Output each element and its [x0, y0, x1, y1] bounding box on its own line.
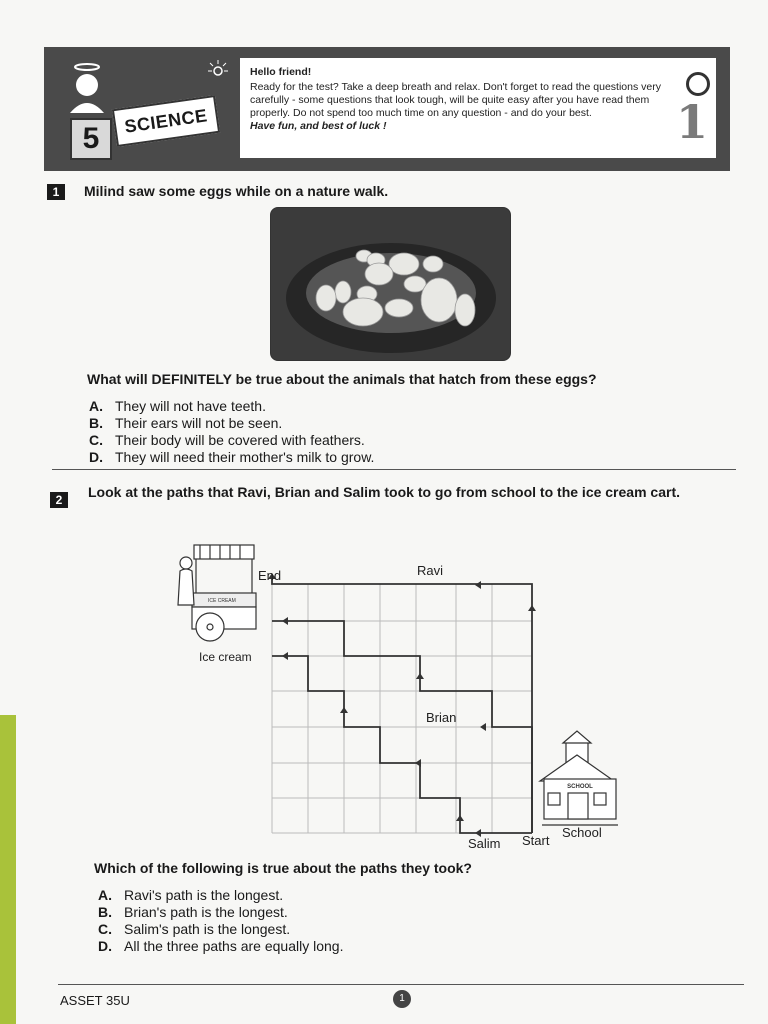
school-sign: SCHOOL: [567, 784, 593, 790]
start-label: Start: [522, 833, 550, 848]
message-text: Ready for the test? Take a deep breath and relax. Don't forget to read the questions very carefully - some questions that look tough, will be quite easy after you have read them properly. Do not spend too much time on any question - and do your best.: [250, 81, 661, 119]
cart-sign: ICE CREAM: [208, 598, 236, 604]
question-prompt: Look at the paths that Ravi, Brian and Salim took to go from school to the ice cream cart.: [88, 484, 680, 500]
question-number: 1: [47, 184, 65, 200]
option-c[interactable]: C. Their body will be covered with feathers.: [89, 432, 365, 448]
end-label: End: [258, 568, 282, 583]
sign-off: Have fun, and best of luck !: [250, 120, 387, 132]
option-b[interactable]: B. Brian's path is the longest.: [98, 904, 288, 920]
page-circle-icon: [686, 72, 710, 96]
answer-options: [89, 398, 689, 466]
lightbulb-icon: [205, 58, 231, 84]
option-b[interactable]: B. Their ears will not be seen.: [89, 415, 283, 431]
subject-name: SCIENCE: [112, 95, 220, 147]
subject-number: 5: [70, 118, 112, 160]
question-text: What will DEFINITELY be true about the animals that hatch from these eggs?: [87, 371, 597, 387]
path-grid-figure: [170, 535, 630, 855]
question-text: Which of the following is true about the paths they took?: [94, 860, 472, 876]
ice-cream-label: Ice cream: [199, 650, 252, 664]
side-color-strip: [0, 715, 16, 1024]
divider: [52, 469, 736, 470]
ice-cream-cart-icon: [178, 545, 256, 641]
question-number: 2: [50, 492, 68, 508]
eggs-photo: [270, 207, 511, 361]
option-d[interactable]: D. They will need their mother's milk to grow.: [89, 449, 375, 465]
nest-image: [271, 208, 510, 360]
page-digit: 1: [676, 95, 709, 149]
option-c[interactable]: C. Salim's path is the longest.: [98, 921, 291, 937]
question-prompt: Milind saw some eggs while on a nature walk.: [84, 183, 389, 199]
greeting: Hello friend!: [250, 66, 312, 78]
option-a[interactable]: A. They will not have teeth.: [89, 398, 266, 414]
salim-label: Salim: [468, 836, 501, 851]
option-d[interactable]: D. All the three paths are equally long.: [98, 938, 344, 954]
brian-label: Brian: [426, 710, 457, 725]
option-a[interactable]: A. Ravi's path is the longest.: [98, 887, 284, 903]
ravi-label: Ravi: [417, 563, 444, 578]
school-label: School: [562, 825, 602, 840]
header-message: [240, 58, 716, 158]
answer-options: [98, 887, 698, 955]
school-building-icon: [540, 731, 618, 825]
footer-code: ASSET 35U: [60, 993, 130, 1008]
footer-divider: [58, 984, 744, 985]
page-number: 1: [393, 990, 411, 1008]
